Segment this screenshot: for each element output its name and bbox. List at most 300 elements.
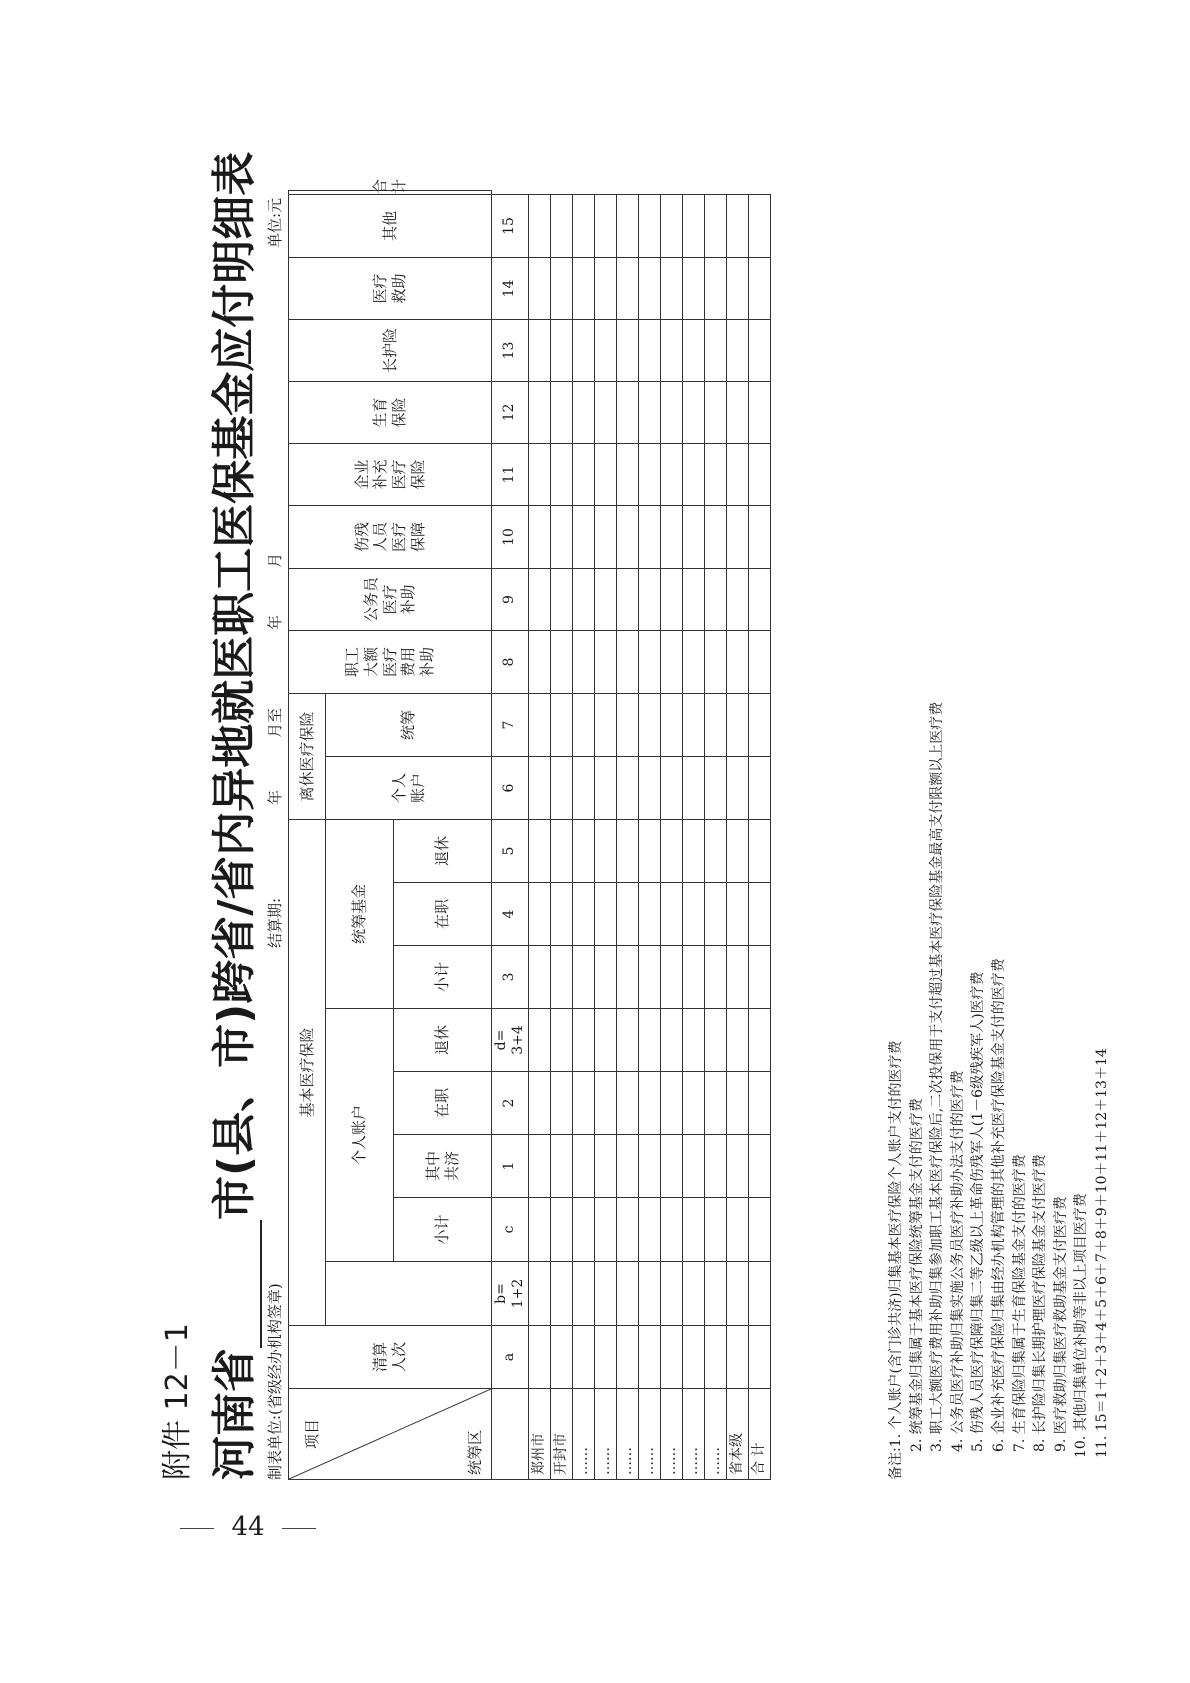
column-number: a: [492, 1326, 529, 1389]
table-cell[interactable]: [617, 381, 639, 443]
table-cell[interactable]: [595, 1009, 617, 1072]
header-basic-insurance: 基本医疗保险: [289, 819, 326, 1325]
table-cell[interactable]: [529, 1072, 551, 1135]
table-cell[interactable]: [617, 1009, 639, 1072]
table-cell[interactable]: [529, 883, 551, 946]
table-cell[interactable]: [705, 1198, 727, 1262]
table-row: [727, 191, 749, 1480]
table-cell[interactable]: [529, 756, 551, 819]
table-cell[interactable]: [551, 946, 573, 1009]
table-row: [551, 191, 573, 1480]
table-cell[interactable]: [639, 1135, 661, 1198]
title-suffix: 市(县、市)跨省/省内异地就医职工医保基金应付明细表: [209, 151, 260, 1220]
settlement-table: [288, 178, 771, 1480]
note-line: 3. 职工大额医疗费用补助归集参加职工基本医疗保险后,二次投保用于支付超过基本医疗保险基金最高支付限额以上医疗费: [929, 701, 946, 1452]
table-cell[interactable]: [749, 568, 771, 630]
table-cell[interactable]: [639, 756, 661, 819]
table-cell[interactable]: [595, 381, 617, 443]
table-cell[interactable]: [683, 1135, 705, 1198]
header-enterprise-supp: 企业 补充 医疗 保险: [289, 443, 492, 505]
table-cell[interactable]: [727, 1009, 749, 1072]
table-cell[interactable]: [661, 319, 683, 381]
table-cell[interactable]: [727, 194, 749, 257]
note-line: 2. 统筹基金归集属于基本医疗保险统筹基金支付的医疗费: [908, 1098, 925, 1452]
table-cell[interactable]: [727, 819, 749, 882]
table-cell[interactable]: [705, 443, 727, 505]
table-cell[interactable]: [573, 1326, 595, 1389]
table-cell[interactable]: [573, 257, 595, 319]
note-line: 9. 医疗救助归集医疗救助基金支付医疗费: [1052, 1196, 1069, 1452]
table-cell[interactable]: [573, 1198, 595, 1262]
table-cell[interactable]: [705, 257, 727, 319]
table-cell[interactable]: [661, 1135, 683, 1198]
column-number: 13: [492, 319, 529, 381]
annex-label: 附件 12－1: [160, 1323, 195, 1480]
table-cell[interactable]: [661, 1009, 683, 1072]
table-cell[interactable]: [749, 194, 771, 257]
table-cell[interactable]: [683, 1072, 705, 1135]
header-personal-account: 个人账户: [326, 1009, 394, 1262]
note-line: 4. 公务员医疗补助归集实施公务员医疗补助办法支付的医疗费: [949, 1070, 966, 1452]
table-cell[interactable]: [705, 1262, 727, 1326]
table-cell[interactable]: [705, 1326, 727, 1389]
table-cell[interactable]: [595, 756, 617, 819]
table-cell[interactable]: [595, 319, 617, 381]
table-cell[interactable]: [573, 194, 595, 257]
table-cell[interactable]: [639, 381, 661, 443]
table-cell[interactable]: [529, 1135, 551, 1198]
table-cell[interactable]: [705, 630, 727, 693]
note-line: 10. 其他归集单位补助等非以上项目医疗费: [1073, 1193, 1090, 1458]
column-number: 12: [492, 381, 529, 443]
table-cell[interactable]: [529, 443, 551, 505]
note-line: 5. 伤残人员医疗保障归集二等乙级以上革命伤残军人(1－6级残疾军人)医疗费: [970, 971, 987, 1452]
table-cell[interactable]: [573, 1262, 595, 1326]
header-disabled-soldier: 伤残 人员 医疗 保障: [289, 505, 492, 568]
row-label: 郑州市: [529, 1389, 551, 1480]
header-retired: 退休: [394, 1009, 492, 1072]
table-cell[interactable]: [595, 194, 617, 257]
table-cell[interactable]: [661, 946, 683, 1009]
notes-section: [886, 190, 1113, 1480]
table-cell[interactable]: [705, 819, 727, 882]
table-cell[interactable]: [683, 1262, 705, 1326]
table-cell[interactable]: [749, 257, 771, 319]
table-cell[interactable]: [727, 381, 749, 443]
header-visits: 清算 人次: [289, 1326, 492, 1389]
table-cell[interactable]: [683, 756, 705, 819]
table-cell[interactable]: [727, 756, 749, 819]
header-item-label: 项目: [303, 1419, 321, 1450]
column-number: 14: [492, 257, 529, 319]
table-cell[interactable]: [529, 319, 551, 381]
table-cell[interactable]: [595, 443, 617, 505]
table-cell[interactable]: [661, 1072, 683, 1135]
title-prefix: 河南省: [209, 1348, 260, 1480]
table-cell[interactable]: [551, 194, 573, 257]
note-line: 备注:1. 个人账户(含门诊共济)归集基本医疗保险个人账户支付的医疗费: [888, 1040, 904, 1480]
table-cell[interactable]: [617, 756, 639, 819]
header-medical-aid: 医疗 救助: [289, 257, 492, 319]
table-cell[interactable]: [661, 1326, 683, 1389]
table-cell[interactable]: [617, 1262, 639, 1326]
table-cell[interactable]: [727, 319, 749, 381]
table-cell[interactable]: [727, 946, 749, 1009]
table-cell[interactable]: [683, 194, 705, 257]
table-cell[interactable]: [683, 946, 705, 1009]
table-cell[interactable]: [639, 194, 661, 257]
table-cell[interactable]: [661, 693, 683, 756]
table-cell[interactable]: [617, 568, 639, 630]
table-cell[interactable]: [683, 381, 705, 443]
header-pool-employed: 在职: [394, 883, 492, 946]
table-cell[interactable]: [595, 1135, 617, 1198]
table-cell[interactable]: [727, 1198, 749, 1262]
table-cell[interactable]: [573, 693, 595, 756]
table-cell[interactable]: [573, 505, 595, 568]
table-cell[interactable]: [617, 1072, 639, 1135]
table-cell[interactable]: [727, 443, 749, 505]
table-cell[interactable]: [661, 883, 683, 946]
table-cell[interactable]: [595, 1326, 617, 1389]
header-total: 合计: [289, 191, 492, 195]
header-mutual: 其中 共济: [394, 1135, 492, 1198]
period-label: 结算期:: [266, 897, 284, 948]
table-cell[interactable]: [639, 1262, 661, 1326]
table-cell[interactable]: [529, 568, 551, 630]
header-empty-spacer: [326, 1262, 492, 1326]
header-large-medical: 职工 大额 医疗 费用 补助: [289, 630, 492, 693]
table-row: [639, 191, 661, 1480]
row-label: ……: [617, 1389, 639, 1480]
table-cell[interactable]: [705, 319, 727, 381]
table-cell[interactable]: [639, 1009, 661, 1072]
table-row: [661, 191, 683, 1480]
table-cell[interactable]: [595, 568, 617, 630]
table-cell[interactable]: [749, 756, 771, 819]
table-cell[interactable]: [727, 883, 749, 946]
table-cell[interactable]: [683, 630, 705, 693]
table-cell[interactable]: [595, 1262, 617, 1326]
table-cell[interactable]: [749, 1135, 771, 1198]
table-cell[interactable]: [683, 1198, 705, 1262]
header-subtotal: 小计: [394, 1198, 492, 1262]
table-cell[interactable]: [727, 568, 749, 630]
table-cell[interactable]: [573, 1135, 595, 1198]
table-cell[interactable]: [661, 1198, 683, 1262]
note-line: 8. 长护险归集长期护理医疗保险基金支付医疗费: [1032, 1154, 1049, 1452]
column-number: 8: [492, 630, 529, 693]
table-cell[interactable]: [749, 630, 771, 693]
table-row: [683, 191, 705, 1480]
table-cell[interactable]: [617, 883, 639, 946]
table-cell[interactable]: [573, 568, 595, 630]
header-retiree-account: 个人 账户: [326, 756, 492, 819]
table-cell[interactable]: [551, 381, 573, 443]
table-cell[interactable]: [595, 505, 617, 568]
table-cell[interactable]: [683, 443, 705, 505]
table-cell[interactable]: [573, 819, 595, 882]
table-cell[interactable]: [749, 1198, 771, 1262]
row-label: 开封市: [551, 1389, 573, 1480]
table-cell[interactable]: [573, 756, 595, 819]
table-cell[interactable]: [683, 568, 705, 630]
table-row: [749, 191, 771, 1480]
table-cell[interactable]: [551, 319, 573, 381]
header-pool-retired: 退休: [394, 819, 492, 882]
period-month2: 月: [266, 552, 284, 568]
table-cell[interactable]: [705, 946, 727, 1009]
table-cell[interactable]: [661, 756, 683, 819]
period-year2: 年: [266, 614, 284, 630]
table-cell[interactable]: [617, 946, 639, 1009]
table-cell[interactable]: [683, 1009, 705, 1072]
table-cell[interactable]: [551, 756, 573, 819]
table-cell[interactable]: [573, 883, 595, 946]
table-cell[interactable]: [749, 1009, 771, 1072]
table-cell[interactable]: [617, 630, 639, 693]
table-cell[interactable]: [639, 1198, 661, 1262]
table-cell[interactable]: [551, 819, 573, 882]
table-cell[interactable]: [617, 1198, 639, 1262]
table-cell[interactable]: [683, 883, 705, 946]
issuer-label: 制表单位:(省级经办机构签章): [266, 1283, 284, 1480]
table-cell[interactable]: [705, 194, 727, 257]
table-cell[interactable]: [595, 257, 617, 319]
table-cell[interactable]: [727, 1072, 749, 1135]
rotated-sheet: [150, 151, 1110, 1480]
row-label: ……: [573, 1389, 595, 1480]
table-cell[interactable]: [749, 381, 771, 443]
table-cell[interactable]: [705, 756, 727, 819]
table-cell[interactable]: [529, 194, 551, 257]
table-cell[interactable]: [683, 319, 705, 381]
table-cell[interactable]: [529, 693, 551, 756]
table-cell[interactable]: [705, 1135, 727, 1198]
table-cell[interactable]: [617, 443, 639, 505]
table-cell[interactable]: [727, 693, 749, 756]
table-cell[interactable]: [595, 819, 617, 882]
header-long-term-care: 长护险: [289, 319, 492, 381]
table-cell[interactable]: [595, 883, 617, 946]
table-cell[interactable]: [727, 1326, 749, 1389]
table-cell[interactable]: [705, 1072, 727, 1135]
table-cell[interactable]: [639, 883, 661, 946]
row-label: ……: [683, 1389, 705, 1480]
table-cell[interactable]: [705, 693, 727, 756]
table-cell[interactable]: [551, 1326, 573, 1389]
title-blank-line: [222, 1220, 262, 1348]
table-cell[interactable]: [551, 1135, 573, 1198]
table-cell[interactable]: [595, 946, 617, 1009]
table-cell[interactable]: [529, 1262, 551, 1326]
table-cell[interactable]: [727, 1135, 749, 1198]
header-employed: 在职: [394, 1072, 492, 1135]
table-cell[interactable]: [727, 630, 749, 693]
table-cell[interactable]: [749, 946, 771, 1009]
unit-label: 单位:元: [266, 197, 284, 248]
column-number: 5: [492, 819, 529, 882]
table-cell[interactable]: [749, 1326, 771, 1389]
table-row: [573, 191, 595, 1480]
table-cell[interactable]: [595, 1072, 617, 1135]
table-cell[interactable]: [705, 505, 727, 568]
table-cell[interactable]: [573, 630, 595, 693]
table-cell[interactable]: [705, 568, 727, 630]
table-cell[interactable]: [661, 819, 683, 882]
table-cell[interactable]: [639, 693, 661, 756]
table-cell[interactable]: [529, 630, 551, 693]
table-cell[interactable]: [617, 194, 639, 257]
table-cell[interactable]: [617, 319, 639, 381]
page-number-dash-left: [180, 1528, 214, 1529]
header-retiree-pool: 统筹: [326, 693, 492, 756]
table-cell[interactable]: [683, 819, 705, 882]
table-cell[interactable]: [529, 819, 551, 882]
table-cell[interactable]: [573, 946, 595, 1009]
table-cell[interactable]: [639, 1072, 661, 1135]
table-cell[interactable]: [727, 257, 749, 319]
row-label: ……: [639, 1389, 661, 1480]
table-cell[interactable]: [551, 630, 573, 693]
table-cell[interactable]: [551, 883, 573, 946]
table-cell[interactable]: [749, 1072, 771, 1135]
number-cell-blank: [492, 1389, 529, 1480]
header-maternity: 生育 保险: [289, 381, 492, 443]
column-number: 1: [492, 1135, 529, 1198]
header-pool-fund: 统筹基金: [326, 819, 394, 1008]
table-cell[interactable]: [617, 257, 639, 319]
table-cell[interactable]: [749, 443, 771, 505]
table-cell[interactable]: [617, 1135, 639, 1198]
table-cell[interactable]: [639, 443, 661, 505]
table-cell[interactable]: [573, 1009, 595, 1072]
table-cell[interactable]: [639, 568, 661, 630]
page-number: [0, 1508, 1190, 1548]
row-label: 合 计: [749, 1389, 771, 1480]
column-number-row: [492, 191, 529, 1480]
table-cell[interactable]: [529, 505, 551, 568]
header-pool-subtotal: 小计: [394, 946, 492, 1009]
table-row: [705, 191, 727, 1480]
table-cell[interactable]: [661, 194, 683, 257]
table-cell[interactable]: [573, 381, 595, 443]
header-civil-servant: 公务员 医疗 补助: [289, 568, 492, 630]
table-cell[interactable]: [727, 505, 749, 568]
note-line: 7. 生育保险归集属于生育保险基金支付的医疗费: [1011, 1154, 1028, 1452]
table-cell[interactable]: [705, 883, 727, 946]
table-cell[interactable]: [749, 319, 771, 381]
table-cell[interactable]: [661, 1262, 683, 1326]
table-cell[interactable]: [683, 693, 705, 756]
table-cell[interactable]: [529, 381, 551, 443]
table-cell[interactable]: [551, 693, 573, 756]
table-cell[interactable]: [573, 319, 595, 381]
column-number: 3: [492, 946, 529, 1009]
column-number: d= 3+4: [492, 1009, 529, 1072]
table-cell[interactable]: [661, 630, 683, 693]
column-number: b= 1+2: [492, 1262, 529, 1326]
table-cell[interactable]: [595, 1198, 617, 1262]
table-cell[interactable]: [749, 693, 771, 756]
table-cell[interactable]: [639, 946, 661, 1009]
table-cell[interactable]: [551, 1009, 573, 1072]
table-cell[interactable]: [639, 1326, 661, 1389]
table-cell[interactable]: [529, 1326, 551, 1389]
table-cell[interactable]: [749, 819, 771, 882]
column-number: 15: [492, 194, 529, 257]
column-number: 4: [492, 883, 529, 946]
table-cell[interactable]: [749, 883, 771, 946]
table-cell[interactable]: [639, 630, 661, 693]
table-cell[interactable]: [551, 443, 573, 505]
page-number-text: 44: [231, 1512, 265, 1542]
table-cell[interactable]: [683, 257, 705, 319]
column-number: 6: [492, 756, 529, 819]
note-line: 6. 企业补充医疗保险归集由经办机构管理的其他补充医疗保险基金支付的医疗费: [990, 958, 1007, 1452]
table-cell[interactable]: [617, 693, 639, 756]
period-month1: 月至: [266, 707, 284, 738]
column-number: 9: [492, 568, 529, 630]
row-label: ……: [705, 1389, 727, 1480]
table-cell[interactable]: [573, 443, 595, 505]
table-cell[interactable]: [661, 443, 683, 505]
table-cell[interactable]: [705, 1009, 727, 1072]
table-cell[interactable]: [529, 1009, 551, 1072]
document-title: [198, 151, 262, 1480]
table-cell[interactable]: [749, 505, 771, 568]
table-cell[interactable]: [617, 1326, 639, 1389]
table-cell[interactable]: [595, 693, 617, 756]
table-cell[interactable]: [639, 319, 661, 381]
table-cell[interactable]: [551, 1072, 573, 1135]
table-cell[interactable]: [683, 1326, 705, 1389]
page-number-dash-right: [282, 1528, 316, 1529]
table-cell[interactable]: [595, 630, 617, 693]
data-rows: [529, 191, 771, 1480]
row-label: ……: [595, 1389, 617, 1480]
table-cell[interactable]: [639, 819, 661, 882]
header-other: 其他: [289, 194, 492, 257]
table-cell[interactable]: [639, 505, 661, 568]
header-diagonal-cell: [289, 1389, 492, 1480]
table-cell[interactable]: [727, 1262, 749, 1326]
table-cell[interactable]: [683, 505, 705, 568]
table-cell[interactable]: [617, 819, 639, 882]
period-year1: 年: [266, 789, 284, 805]
meta-line: [264, 190, 288, 1480]
table-cell[interactable]: [529, 946, 551, 1009]
table-cell[interactable]: [749, 1262, 771, 1326]
table-cell[interactable]: [705, 381, 727, 443]
table-cell[interactable]: [551, 568, 573, 630]
table-cell[interactable]: [661, 568, 683, 630]
row-label: 省本级: [727, 1389, 749, 1480]
table-cell[interactable]: [661, 257, 683, 319]
table-cell[interactable]: [551, 505, 573, 568]
table-cell[interactable]: [529, 1198, 551, 1262]
table-cell[interactable]: [573, 1072, 595, 1135]
table-cell[interactable]: [617, 505, 639, 568]
table-cell[interactable]: [551, 1198, 573, 1262]
table-cell[interactable]: [661, 505, 683, 568]
table-cell[interactable]: [551, 1262, 573, 1326]
table-cell[interactable]: [551, 257, 573, 319]
table-cell[interactable]: [661, 381, 683, 443]
table-cell[interactable]: [639, 257, 661, 319]
table-row: [529, 191, 551, 1480]
table-cell[interactable]: [529, 257, 551, 319]
